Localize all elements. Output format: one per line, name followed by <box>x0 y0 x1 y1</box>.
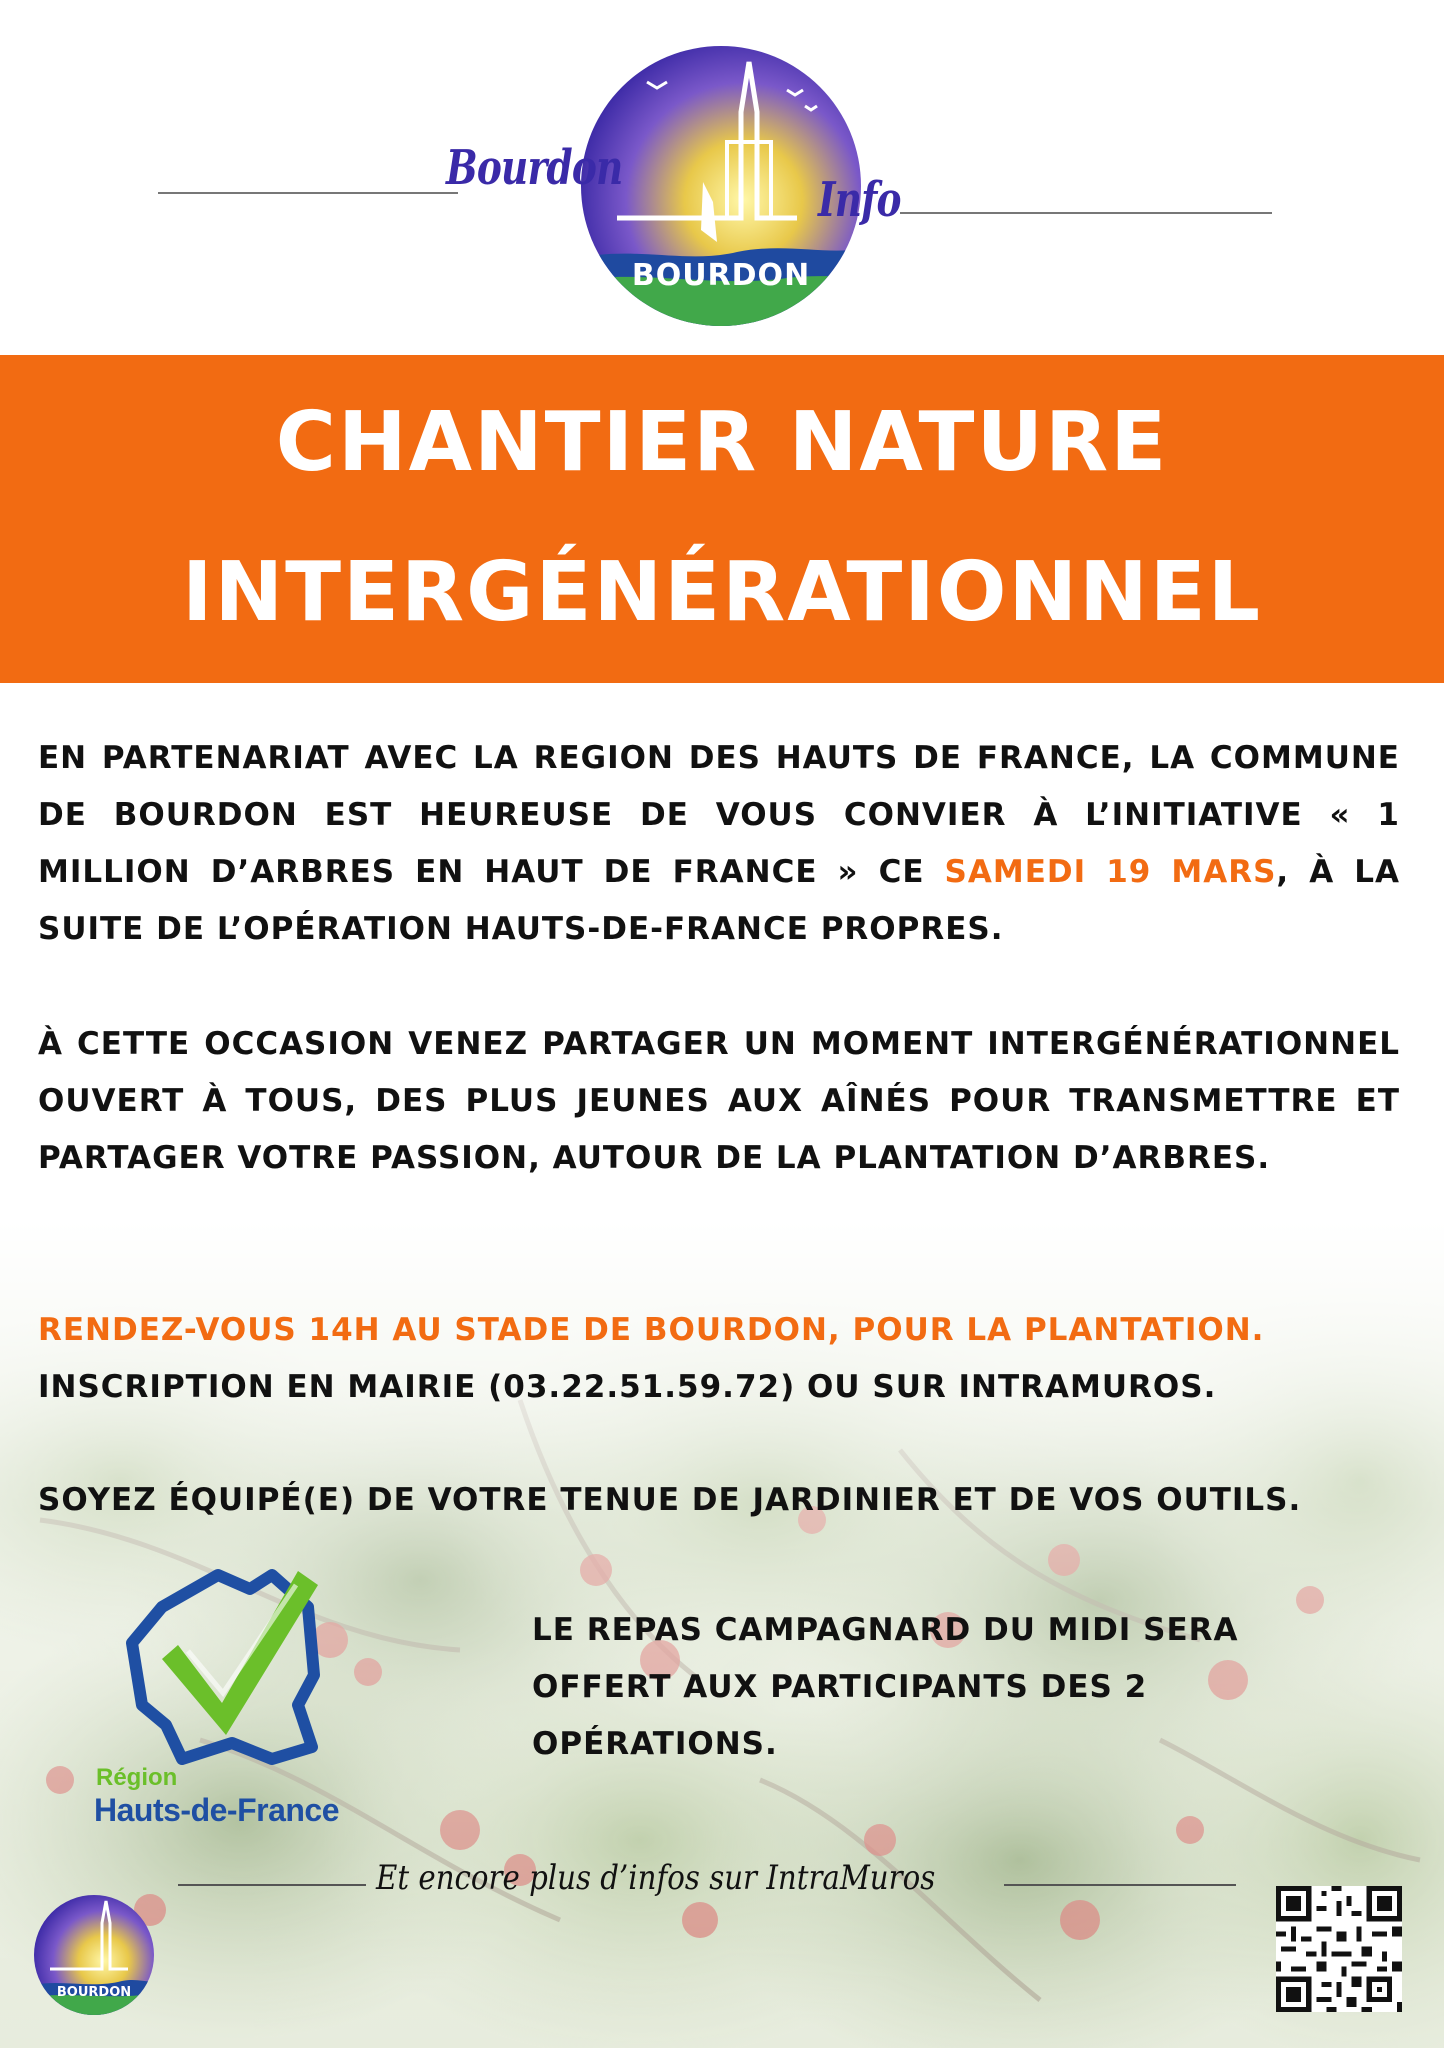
event-date: SAMEDI 19 MARS <box>944 854 1277 890</box>
intro-paragraph <box>38 730 1400 958</box>
footer-intramuros-text: Et encore plus d’infos sur IntraMuros <box>376 1858 936 1898</box>
occasion-paragraph: À CETTE OCCASION VENEZ PARTAGER UN MOMENT INTERGÉNÉRATIONNEL OUVERT À TOUS, DES PLUS JEUNES AUX AÎNÉS POUR TRANSMETTRE ET PARTAGER VOTRE PASSION, AUTOUR DE LA PLANTATION D’ARBRES. <box>38 1026 1400 1176</box>
footer-rule-left <box>178 1884 366 1886</box>
region-name: Hauts-de-France <box>94 1792 339 1828</box>
header-rule-right <box>900 212 1272 214</box>
logo-word-info: Info <box>818 172 901 228</box>
title-line-2: INTERGÉNÉRATIONNEL <box>181 545 1263 640</box>
equipment-paragraph: SOYEZ ÉQUIPÉ(E) DE VOTRE TENUE DE JARDINIER ET DE VOS OUTILS. <box>38 1482 1302 1518</box>
meeting-time-place: RENDEZ-VOUS 14H AU STADE DE BOURDON, POUR LA PLANTATION. <box>38 1312 1265 1348</box>
qr-code-icon[interactable] <box>1276 1886 1402 2012</box>
header-rule-left <box>158 192 458 194</box>
meal-paragraph: LE REPAS CAMPAGNARD DU MIDI SERA OFFERT AUX PARTICIPANTS DES 2 OPÉRATIONS. <box>532 1612 1239 1762</box>
meeting-paragraph <box>38 1302 1400 1416</box>
footer-rule-right <box>1004 1884 1236 1886</box>
region-hauts-de-france-logo <box>122 1555 338 1765</box>
title-line-1: CHANTIER NATURE <box>275 395 1169 490</box>
registration-info: INSCRIPTION EN MAIRIE (03.22.51.59.72) OU SUR INTRAMUROS. <box>38 1369 1217 1405</box>
logo-caption: BOURDON <box>631 258 811 293</box>
intro-text-a: EN PARTENARIAT AVEC LA REGION DES HAUTS DE FRANCE, LA COMMUNE DE BOURDON EST HEUREUSE DE VOUS CONVIER À L’INITIATIVE « 1 MILLION D’ARBRES EN HAUT DE FRANCE » CE <box>38 740 1400 890</box>
region-word: Région <box>96 1764 178 1791</box>
intro-text-b: , À LA SUITE DE L’OPÉRATION HAUTS-DE-FRANCE PROPRES. <box>38 854 1400 947</box>
logo-word-bourdon: Bourdon <box>446 140 623 196</box>
small-logo-caption: BOURDON <box>56 1985 132 2000</box>
